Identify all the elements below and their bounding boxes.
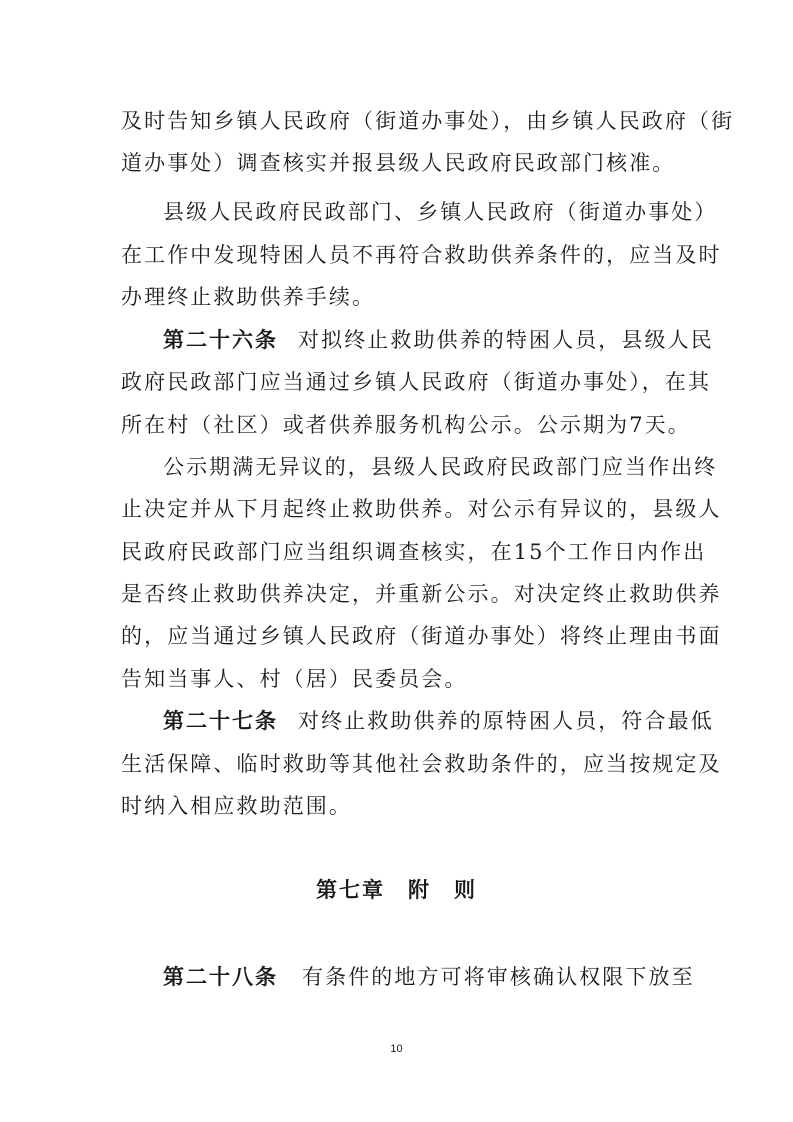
page-number: 10 <box>390 1043 403 1055</box>
chapter-title: 第七章 附 则 <box>316 878 477 902</box>
text-line: 政府民政部门应当通过乡镇人民政府（街道办事处），在其 <box>121 370 712 394</box>
text-line: 在工作中发现特困人员不再符合救助供养条件的，应当及时 <box>121 243 722 267</box>
text-line: 对终止救助供养的原特困人员，符合最低 <box>298 709 714 733</box>
text-line: 办理终止救助供养手续。 <box>121 285 376 309</box>
text-line: 时纳入相应救助范围。 <box>121 794 352 818</box>
text-line: 民政府民政部门应当组织调查核实，在15个工作日内作出 <box>121 540 707 564</box>
text-line: 生活保障、临时救助等其他社会救助条件的，应当按规定及 <box>121 752 722 776</box>
article-27-first-line <box>163 706 714 736</box>
text-line: 对拟终止救助供养的特困人员，县级人民 <box>298 328 714 352</box>
text-line: 道办事处）调查核实并报县级人民政府民政部门核准。 <box>121 151 676 175</box>
text-line: 有条件的地方可将审核确认权限下放至 <box>302 965 695 989</box>
text-line: 及时告知乡镇人民政府（街道办事处），由乡镇人民政府（街 <box>121 109 735 133</box>
text-line: 止决定并从下月起终止救助供养。对公示有异议的，县级人 <box>121 497 722 521</box>
article-28-heading: 第二十八条 <box>163 965 278 989</box>
article-26-first-line <box>163 325 714 355</box>
text-line: 告知当事人、村（居）民委员会。 <box>121 667 468 691</box>
text-line: 公示期满无异议的，县级人民政府民政部门应当作出终 <box>163 455 718 479</box>
text-line: 是否终止救助供养决定，并重新公示。对决定终止救助供养 <box>121 582 722 606</box>
article-27-heading: 第二十七条 <box>163 709 278 733</box>
text-line: 所在村（社区）或者供养服务机构公示。公示期为7天。 <box>121 413 691 437</box>
article-26-heading: 第二十六条 <box>163 328 278 352</box>
text-line: 县级人民政府民政部门、乡镇人民政府（街道办事处） <box>163 200 718 224</box>
article-28-first-line <box>163 962 695 992</box>
text-line: 的，应当通过乡镇人民政府（街道办事处）将终止理由书面 <box>121 624 722 648</box>
